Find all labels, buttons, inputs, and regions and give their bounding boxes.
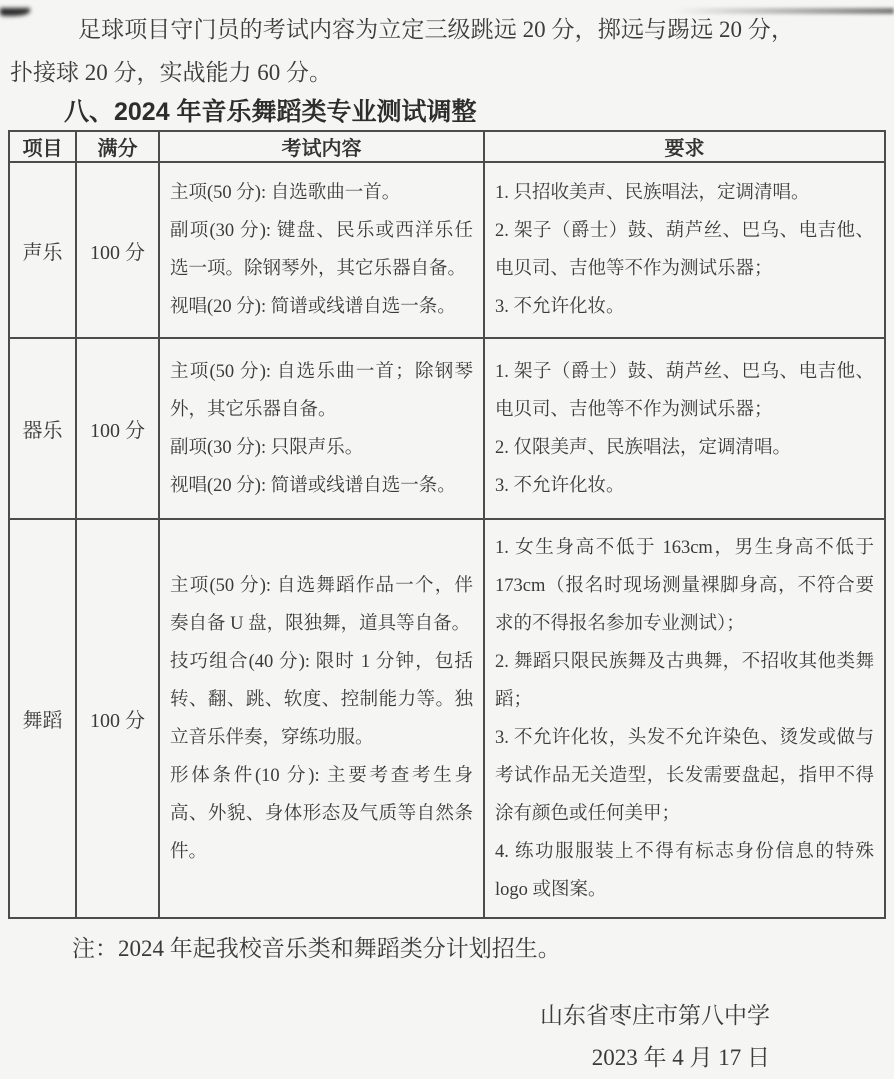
scanned-document-page — [0, 8, 894, 1070]
table-row — [9, 338, 885, 519]
content-paragraph: 主项(50 分): 自选舞蹈作品一个，伴奏自备 U 盘，限独舞，道具等自备。 — [170, 575, 473, 634]
content-paragraph: 形体条件(10 分): 主要考查考生身高、外貌、身体形态及气质等自然条件。 — [170, 765, 473, 862]
requirement-paragraph: 2. 舞蹈只限民族舞及古典舞，不招收其他类舞蹈； — [495, 651, 874, 710]
score-cell: 100 分 — [76, 519, 159, 918]
project-cell: 声乐 — [9, 162, 76, 338]
header-score: 满分 — [76, 131, 159, 162]
exam-adjustment-table — [8, 130, 886, 919]
requirement-paragraph: 3. 不允许化妆。 — [495, 475, 625, 496]
header-project: 项目 — [9, 131, 76, 162]
school-name: 山东省枣庄市第八中学 — [540, 1003, 770, 1028]
content-cell — [159, 519, 484, 918]
requirement-paragraph: 3. 不允许化妆。 — [495, 297, 625, 317]
project-cell: 舞蹈 — [9, 519, 76, 918]
header-content: 考试内容 — [159, 131, 484, 162]
requirements-cell — [484, 519, 885, 918]
section-title: 八、2024 年音乐舞蹈类专业测试调整 — [64, 98, 477, 126]
requirement-paragraph: 1. 只招收美声、民族唱法，定调清唱。 — [495, 183, 810, 203]
requirement-paragraph: 2. 架子（爵士）鼓、葫芦丝、巴乌、电吉他、电贝司、吉他等不作为测试乐器； — [495, 221, 874, 279]
footnote: 注：2024 年起我校音乐类和舞蹈类分计划招生。 — [72, 936, 561, 961]
requirements-cell — [484, 162, 885, 338]
table-header — [9, 131, 885, 162]
content-cell — [159, 338, 484, 519]
intro-paragraph: 足球项目守门员的考试内容为立定三级跳远 20 分，掷远与踢远 20 分，扑接球 20 分，实战能力 60 分。 — [10, 17, 794, 85]
header-requirements: 要求 — [484, 131, 885, 162]
requirement-paragraph: 1. 女生身高不低于 163cm，男生身高不低于 173cm（报名时现场测量裸脚身高，不符合要求的不得报名参加专业测试）； — [495, 537, 874, 634]
table-body — [9, 162, 885, 918]
requirements-cell — [484, 338, 885, 519]
signature-block — [0, 995, 894, 1079]
content-paragraph: 副项(30 分): 只限声乐。 — [170, 437, 364, 458]
requirement-paragraph: 1. 架子（爵士）鼓、葫芦丝、巴乌、电吉他、电贝司、吉他等不作为测试乐器； — [495, 361, 874, 420]
table-row — [9, 519, 885, 918]
requirement-paragraph: 4. 练功服服装上不得有标志身份信息的特殊 logo 或图案。 — [495, 841, 874, 900]
score-cell: 100 分 — [76, 338, 159, 519]
project-cell: 器乐 — [9, 338, 76, 519]
table-header-row — [9, 131, 885, 162]
content-paragraph: 副项(30 分): 键盘、民乐或西洋乐任选一项。除钢琴外，其它乐器自备。 — [170, 221, 473, 279]
content-paragraph: 主项(50 分): 自选乐曲一首；除钢琴外，其它乐器自备。 — [170, 361, 473, 420]
signature-date: 2023 年 4 月 17 日 — [591, 1045, 770, 1070]
content-paragraph: 视唱(20 分): 简谱或线谱自选一条。 — [170, 475, 456, 496]
score-cell: 100 分 — [76, 162, 159, 338]
content-paragraph: 技巧组合(40 分): 限时 1 分钟，包括转、翻、跳、软度、控制能力等。独立音乐伴奏，穿练功服。 — [170, 651, 473, 748]
content-paragraph: 视唱(20 分): 简谱或线谱自选一条。 — [170, 297, 456, 317]
scan-smudge-top-right — [674, 8, 894, 14]
content-paragraph: 主项(50 分): 自选歌曲一首。 — [170, 183, 401, 203]
requirement-paragraph: 2. 仅限美声、民族唱法，定调清唱。 — [495, 437, 792, 458]
content-cell — [159, 162, 484, 338]
requirement-paragraph: 3. 不允许化妆，头发不允许染色、烫发或做与考试作品无关造型，长发需要盘起，指甲不得涂有颜色或任何美甲； — [495, 727, 874, 824]
table-row — [9, 162, 885, 338]
